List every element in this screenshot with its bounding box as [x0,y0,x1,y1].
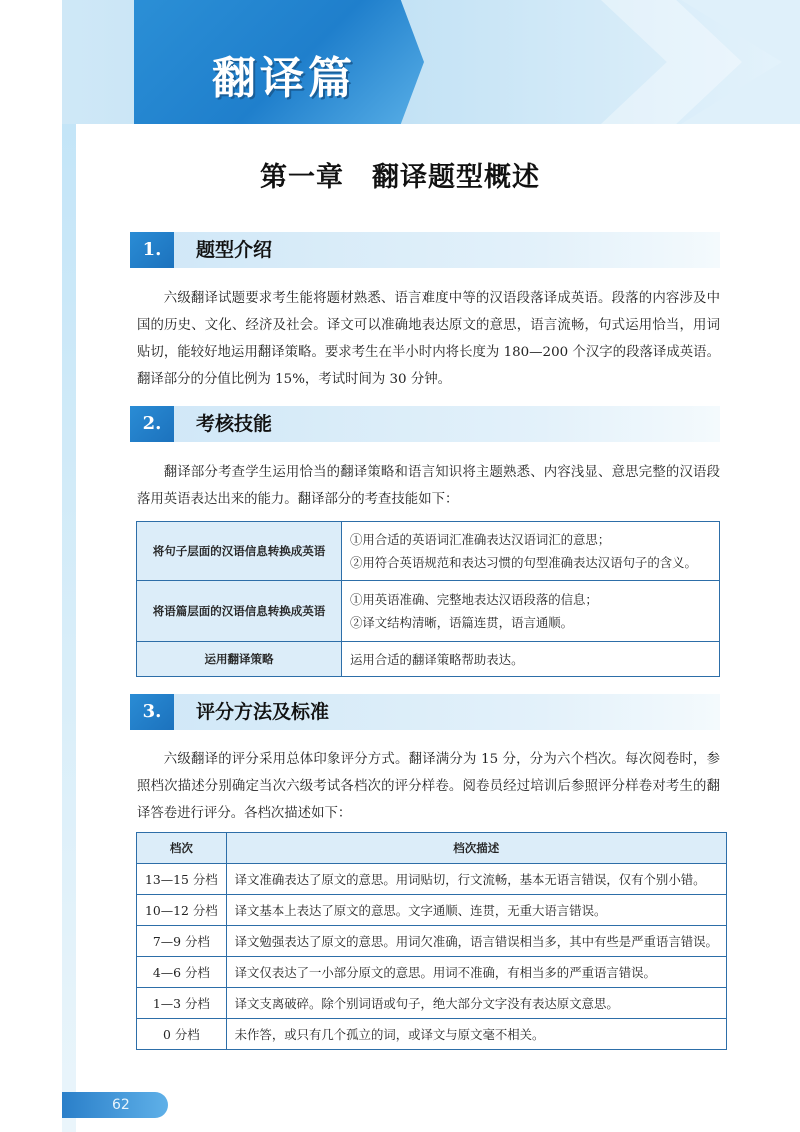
column-header-level: 档次 [137,833,227,864]
grade-level: 13—15 分档 [137,864,227,895]
skill-item: ①用英语准确、完整地表达汉语段落的信息； [350,592,598,607]
skill-category: 将句子层面的汉语信息转换成英语 [137,522,342,581]
header-banner [62,0,800,124]
section-header-1 [130,232,720,268]
grade-description: 译文支离破碎。除个别词语或句子，绝大部分文字没有表达原文意思。 [226,988,726,1019]
skill-description [342,522,720,581]
section-title: 评分方法及标准 [196,701,330,723]
skill-category: 将语篇层面的汉语信息转换成英语 [137,581,342,642]
section-paragraph: 六级翻译的评分采用总体印象评分方式。翻译满分为 15 分，分为六个档次。每次阅卷时，参照档次描述分别确定当次六级考试各档次的评分样卷。阅卷员经过培训后参照评分样卷对考生的翻译答卷进行评分。各档次描述如下： [137,752,720,821]
table-row [137,581,720,642]
section-header-2 [130,406,720,442]
grade-description: 译文基本上表达了原文的意思。文字通顺、连贯，无重大语言错误。 [226,895,726,926]
table-row [137,864,727,895]
part-title: 翻译篇 [212,53,356,104]
table-header-row [137,833,727,864]
section-header-3 [130,694,720,730]
grade-level: 1—3 分档 [137,988,227,1019]
section-title: 题型介绍 [196,239,273,261]
page-number: 62 [62,1092,168,1118]
skill-item: ②译文结构清晰，语篇连贯，语言通顺。 [350,615,574,630]
grade-level: 7—9 分档 [137,926,227,957]
section-number: 1. [130,232,174,268]
table-row [137,1019,727,1050]
section-number: 2. [130,406,174,442]
skill-item: 运用合适的翻译策略帮助表达。 [350,651,524,667]
table-row [137,642,720,677]
skill-item: ②用符合英语规范和表达习惯的句型准确表达汉语句子的含义。 [350,555,697,570]
table-row [137,895,727,926]
section-title: 考核技能 [196,413,273,435]
skill-description [342,581,720,642]
grade-level: 4—6 分档 [137,957,227,988]
section-number: 3. [130,694,174,730]
table-row [137,988,727,1019]
grades-table [136,832,727,1050]
skill-item: ①用合适的英语词汇准确表达汉语词汇的意思； [350,532,611,547]
skills-table [136,521,720,677]
section-paragraph: 六级翻译试题要求考生能将题材熟悉、语言难度中等的汉语段落译成英语。段落的内容涉及中国的历史、文化、经济及社会。译文可以准确地表达原文的意思，语言流畅，句式运用恰当，用词贴切，能较好地运用翻译策略。要求考生在半小时内将长度为 180—200 个汉字的段落译成英语。翻译部分的分值比例为 15%，考试时间为 30 分钟。 [137,291,720,387]
grade-level: 0 分档 [137,1019,227,1050]
grade-description: 未作答，或只有几个孤立的词，或译文与原文毫不相关。 [226,1019,726,1050]
grade-description: 译文仅表达了一小部分原文的意思。用词不准确，有相当多的严重语言错误。 [226,957,726,988]
grade-description: 译文准确表达了原文的意思。用词贴切，行文流畅，基本无语言错误，仅有个别小错。 [226,864,726,895]
grade-level: 10—12 分档 [137,895,227,926]
table-row [137,957,727,988]
table-row [137,522,720,581]
table-row [137,926,727,957]
chapter-title: 第一章 翻译题型概述 [260,162,540,193]
skill-description [342,642,720,677]
skill-category: 运用翻译策略 [137,642,342,677]
column-header-desc: 档次描述 [226,833,726,864]
section-paragraph: 翻译部分考查学生运用恰当的翻译策略和语言知识将主题熟悉、内容浅显、意思完整的汉语段落用英语表达出来的能力。翻译部分的考查技能如下： [137,465,720,507]
grade-description: 译文勉强表达了原文的意思。用词欠准确，语言错误相当多，其中有些是严重语言错误。 [226,926,726,957]
